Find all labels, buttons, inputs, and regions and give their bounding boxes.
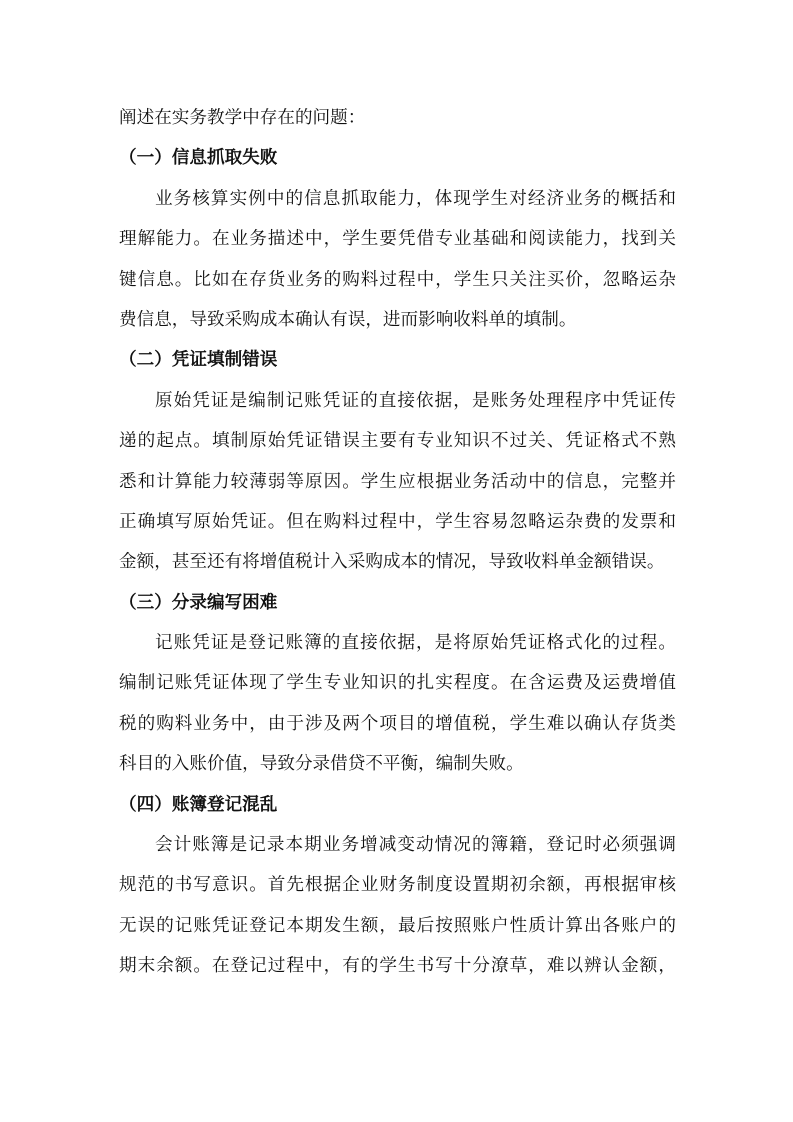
document-body <box>119 98 676 987</box>
section-2-line-4: 正确填写原始凭证。但在购料过程中，学生容易忽略运杂费的发票和 <box>119 511 676 532</box>
section-2-line-3: 悉和计算能力较薄弱等原因。学生应根据业务活动中的信息，完整并 <box>119 471 676 492</box>
section-4-line-3: 无误的记账凭证登记本期发生额，最后按照账户性质计算出各账户的 <box>119 915 676 936</box>
section-4-line-1: 会计账簿是记录本期业务增减变动情况的簿籍，登记时必须强调 <box>155 835 676 856</box>
section-2-line-5: 金额，甚至还有将增值税计入采购成本的情况，导致收料单金额错误。 <box>119 552 665 573</box>
section-4-line-2: 规范的书写意识。首先根据企业财务制度设置期初余额，再根据审核 <box>119 875 676 896</box>
section-3-line-3: 税的购料业务中，由于涉及两个项目的增值税，学生难以确认存货类 <box>119 713 676 734</box>
section-heading-1: （一）信息抓取失败 <box>119 148 278 169</box>
section-1-line-2: 理解能力。在业务描述中，学生要凭借专业基础和阅读能力，找到关 <box>119 229 676 250</box>
section-2-line-2: 递的起点。填制原始凭证错误主要有专业知识不过关、凭证格式不熟 <box>119 431 676 452</box>
section-heading-2: （二）凭证填制错误 <box>119 350 278 371</box>
section-heading-4: （四）账簿登记混乱 <box>119 794 278 815</box>
section-1-line-1: 业务核算实例中的信息抓取能力，体现学生对经济业务的概括和 <box>155 188 676 209</box>
section-2-line-1: 原始凭证是编制记账凭证的直接依据，是账务处理程序中凭证传 <box>155 390 676 411</box>
section-heading-3: （三）分录编写困难 <box>119 592 278 613</box>
intro-paragraph: 阐述在实务教学中存在的问题： <box>119 108 366 128</box>
section-3-line-1: 记账凭证是登记账簿的直接依据，是将原始凭证格式化的过程。 <box>155 633 676 654</box>
section-3-line-4: 科目的入账价值，导致分录借贷不平衡，编制失败。 <box>119 754 524 775</box>
section-1-line-4: 费信息，导致采购成本确认有误，进而影响收料单的填制。 <box>119 309 577 330</box>
section-4-line-4: 期末余额。在登记过程中，有的学生书写十分潦草，难以辨认金额， <box>119 956 676 977</box>
section-1-line-3: 键信息。比如在存货业务的购料过程中，学生只关注买价，忽略运杂 <box>119 269 676 290</box>
section-3-line-2: 编制记账凭证体现了学生专业知识的扎实程度。在含运费及运费增值 <box>119 673 676 694</box>
